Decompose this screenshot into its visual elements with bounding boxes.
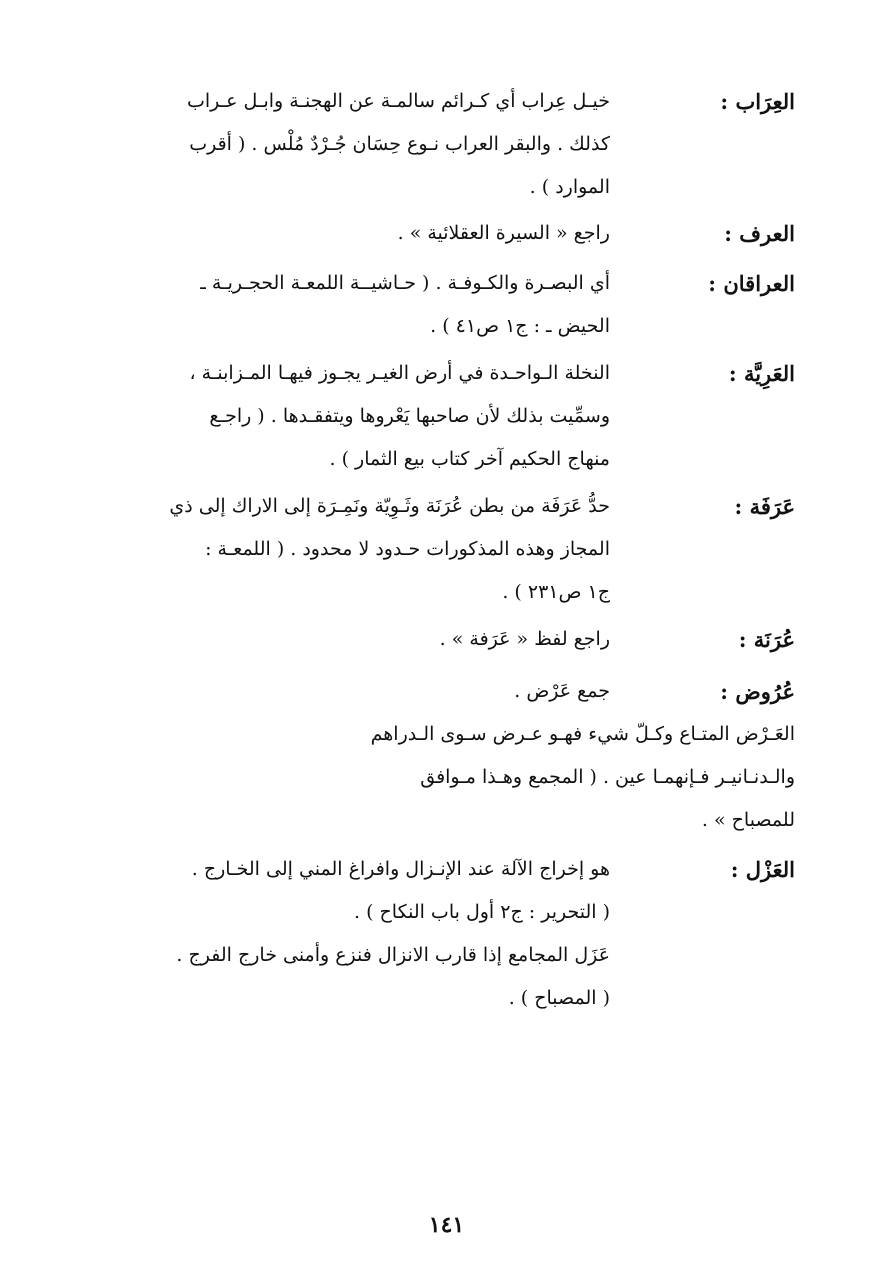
entry-definition [98, 670, 610, 713]
entry-term: العرف : [724, 221, 795, 246]
definition-line: ج١ ص٢٣١ ) . [502, 581, 610, 603]
page-number: ١٤١ [428, 1212, 465, 1238]
definition-line: المجاز وهذه المذكورات حـدود لا محدود . ( اللمعـة : [205, 538, 610, 560]
entry-definition [98, 485, 610, 614]
definition-line: خيـل عِراب أي كـرائم سالمـة عن الهجنـة وابـل عـراب [186, 90, 610, 112]
continuation-line: ( المصباح ) . [508, 987, 610, 1009]
entry-definition [98, 848, 610, 934]
entry-term: العَزْل : [730, 857, 795, 882]
entry-term: عُرَنَة : [738, 627, 795, 652]
entry-term: عَرَفَة : [734, 494, 795, 519]
entry-definition [98, 80, 610, 209]
definition-line: الموارد ) . [529, 176, 610, 198]
continuation-line: والـدنـانيـر فـإنهمـا عين . ( المجمع وهـذا مـوافق [420, 766, 795, 788]
definition-line: جمع عَرْض . [514, 680, 610, 702]
definition-line: ( التحرير : ج٢ أول باب النكاح ) . [354, 901, 610, 923]
entry-definition [98, 618, 610, 661]
entry-term: العَرِيَّة : [728, 361, 795, 386]
definition-line: أي البصـرة والكـوفـة . ( حـاشيــة اللمعـة الحجـريـة ـ [200, 272, 610, 294]
entry-term: العِرَاب : [720, 89, 795, 114]
entry-definition [98, 262, 610, 348]
definition-line: حدُّ عَرَفَة من بطن عُرَنَة وثَـوِيّة ونَمِـرَة إلى الاراك إلى ذي [169, 495, 610, 517]
definition-line: وسمِّيت بذلك لأن صاحبها يَعْروها ويتفقـدها . ( راجـع [209, 405, 610, 427]
entry-term: العراقان : [708, 271, 795, 296]
definition-line: هو إخراج الآلة عند الإنـزال وافراغ المني إلى الخـارج . [191, 858, 610, 880]
definition-line: كذلك . والبقر العراب نـوع حِسَان جُـرْدٌ مُلْس . ( أقرب [189, 133, 610, 155]
definition-line: راجع لفظ « عَرَفة » . [439, 628, 610, 650]
entry-term: عُرُوض : [720, 679, 795, 704]
entry-continuation [98, 713, 795, 842]
continuation-line: العَـرْض المتـاع وكـلّ شيء فهـو عـرض سـوى الـدراهم [370, 723, 795, 745]
entry-definition [98, 212, 610, 255]
continuation-line: عَزَل المجامع إذا قارب الانزال فنزع وأمنى خارج الفرج . [176, 944, 610, 966]
entry-continuation [98, 934, 795, 1020]
continuation-line: للمصباح » . [701, 809, 795, 831]
definition-line: النخلة الـواحـدة في أرض الغيـر يجـوز فيهـا المـزابنـة ، [189, 362, 610, 384]
definition-line: منهاج الحكيم آخر كتاب بيع الثمار ) . [329, 448, 610, 470]
definition-line: راجع « السيرة العقلائية » . [397, 222, 610, 244]
definition-line: الحيض ـ : ج١ ص٤١ ) . [430, 315, 610, 337]
entry-definition [98, 352, 610, 481]
